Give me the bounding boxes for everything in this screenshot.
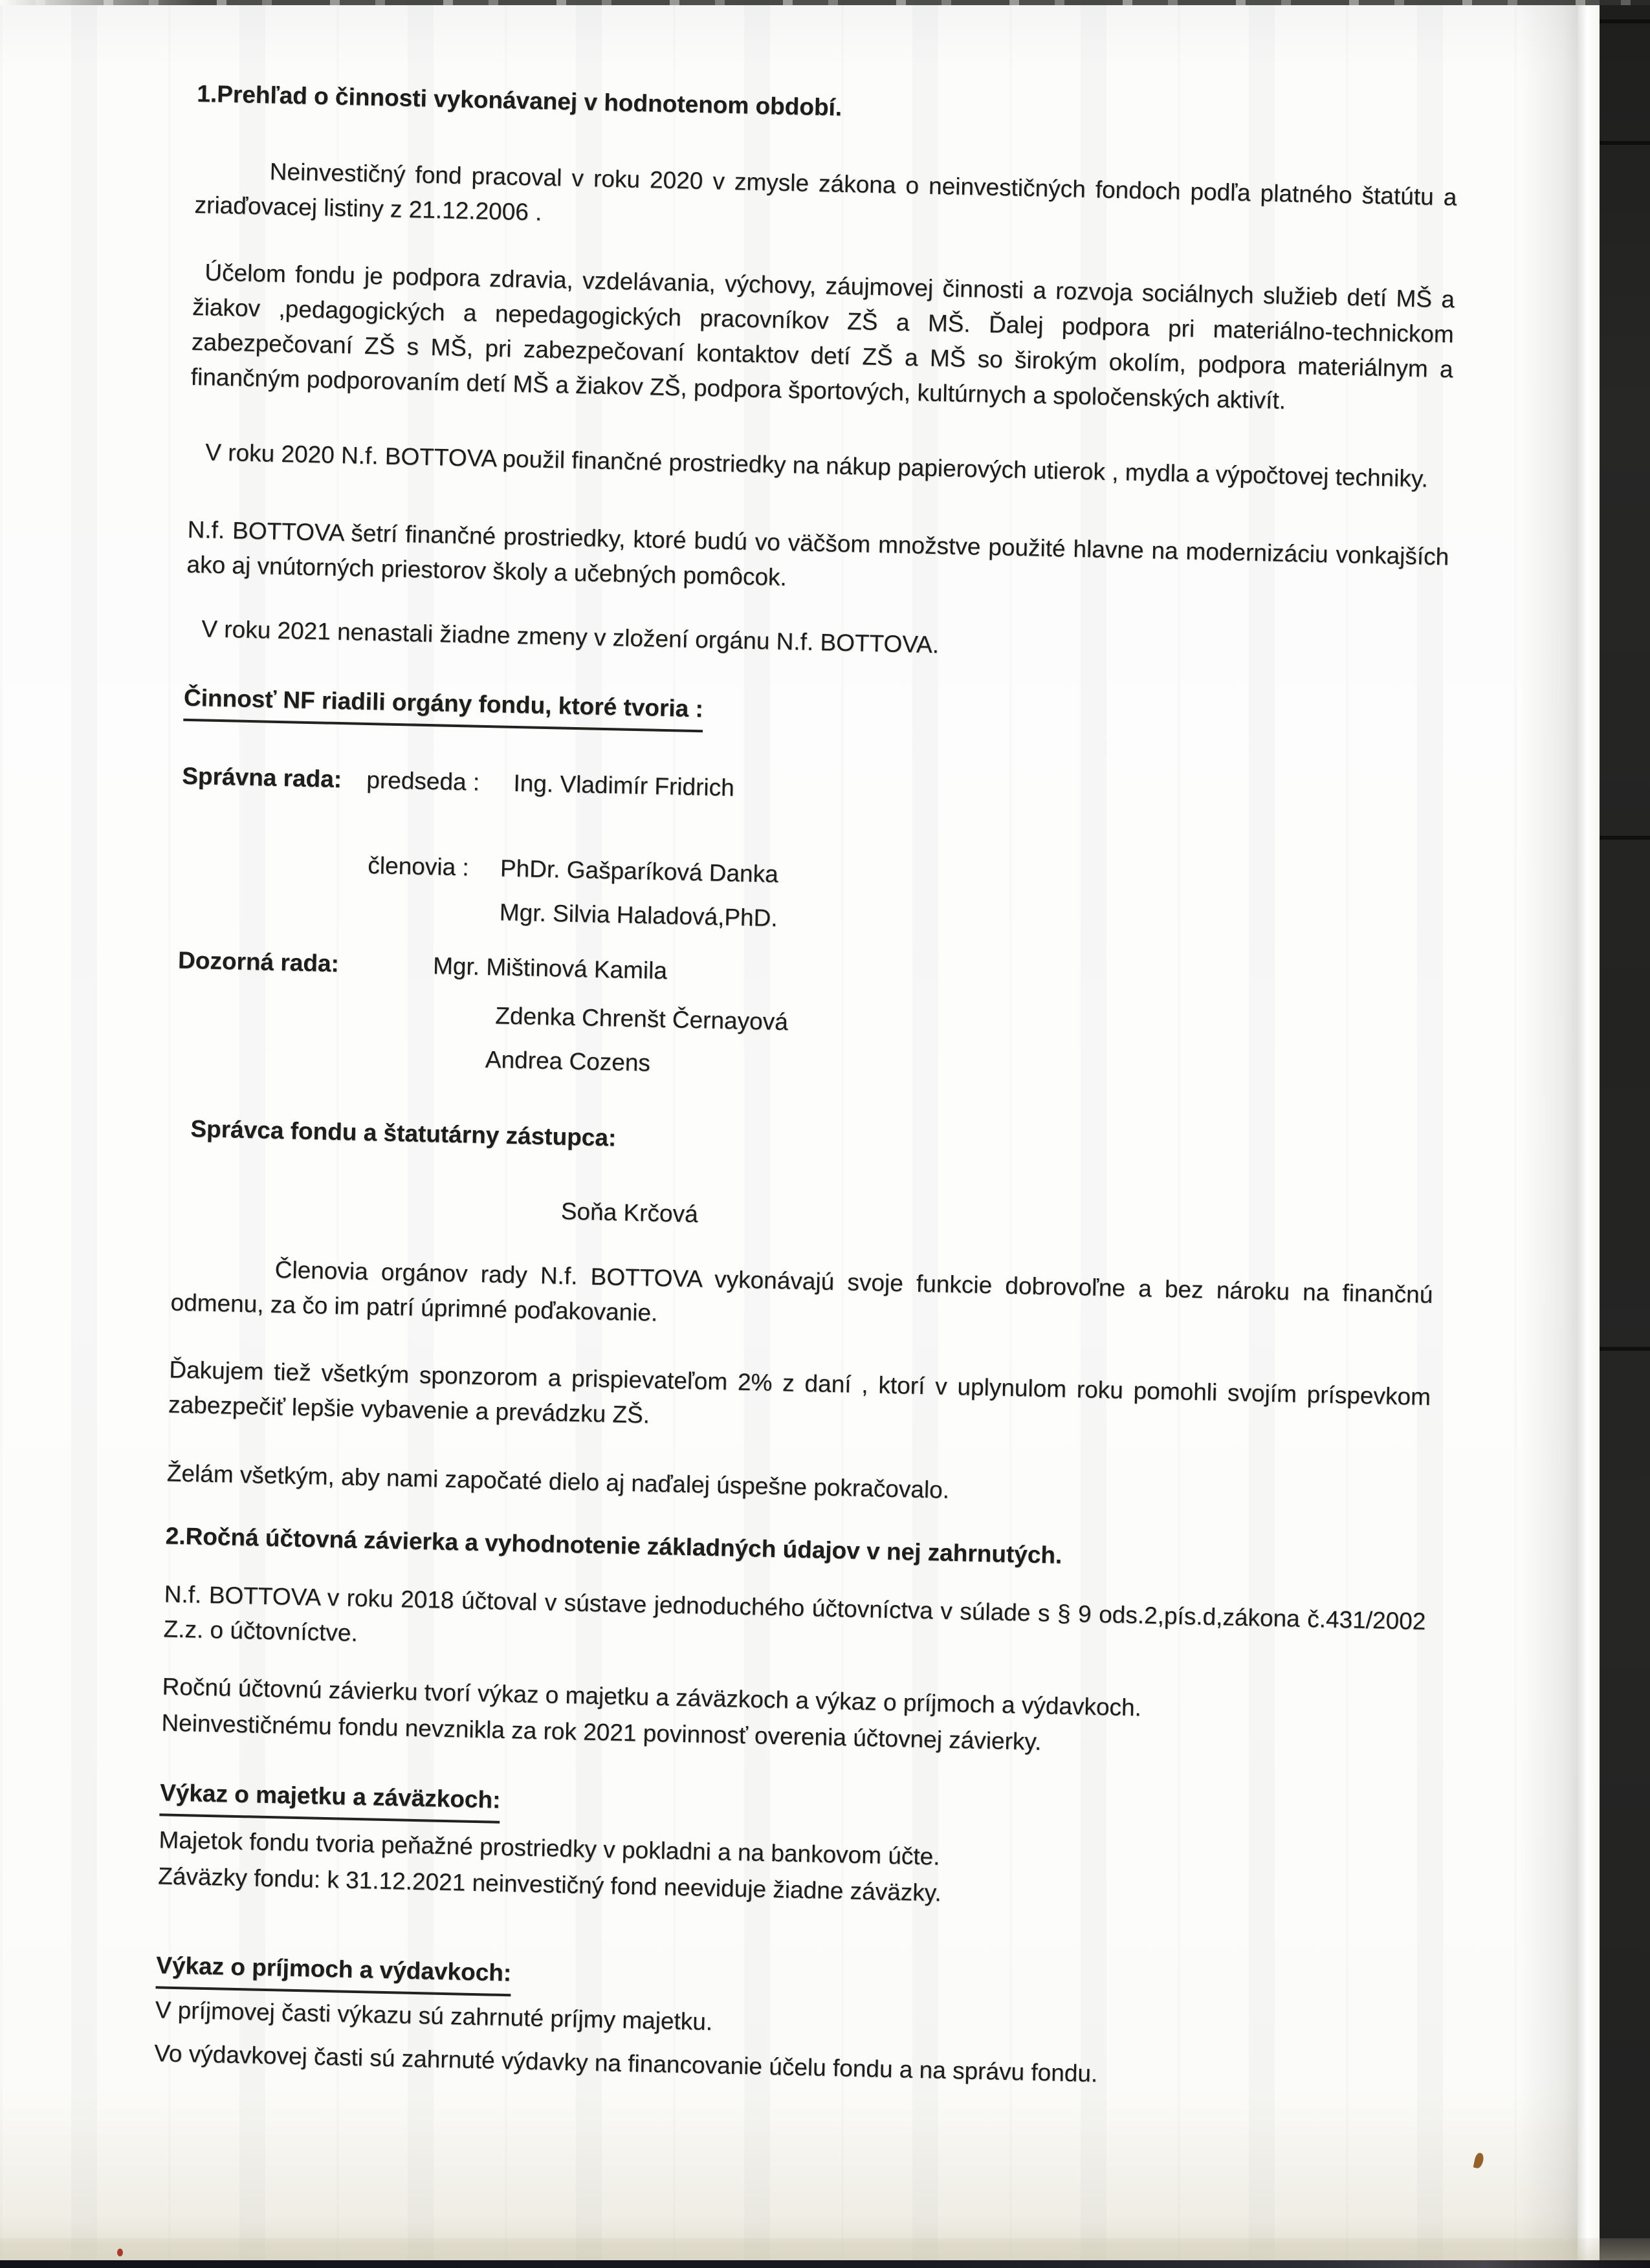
paragraph-expenses: Vo výdavkovej časti sú zahrnuté výdavky na financovanie účelu fondu a na správu fondu. — [153, 2040, 1098, 2088]
assets-heading: Výkaz o majetku a záväzkoch: — [159, 1775, 501, 1823]
paragraph-2021-changes: V roku 2021 nenastali žiadne zmeny v zložení orgánu N.f. BOTTOVA. — [201, 615, 940, 659]
paragraph-wish: Želám všetkým, aby nami započaté dielo aj naďalej úspešne pokračovalo. — [166, 1459, 950, 1503]
paragraph-accounting-system: N.f. BOTTOVA v roku 2018 účtoval v sústave jednoduchého účtovníctva v súlade s § 9 ods.2,pís.d,zákona č.431/2002 Z.z. o účtovníctve. — [163, 1580, 1426, 1646]
ink-speck — [117, 2249, 123, 2256]
paragraph-fund-purpose: Účelom fondu je podpora zdravia, vzdelávania, výchovy, záujmovej činnosti a rozvoja sociálnych služieb detí MŠ a žiakov ,pedagogických a nepedagogických pracovníkov ZŠ a MŠ. Ďalej podpora pri materiálno-technickom zabezpečovaní ZŠ s MŠ, pri zabezpečovaní kontaktov detí ZŠ a MŠ so širokým okolím, podpora materiálnym a finančným podporovaním detí MŠ a žiakov ZŠ, podpora športových, kultúrnych a spoločenských aktivít. — [190, 259, 1455, 414]
board-member: Mgr. Silvia Haladová,PhD. — [499, 899, 778, 932]
board-chair-name: Ing. Vladimír Fridrich — [513, 769, 735, 801]
board-row — [182, 759, 1444, 822]
paragraph-audit-obligation: Neinvestičnému fondu nevznikla za rok 2021 povinnosť overenia účtovnej závierky. — [161, 1709, 1042, 1756]
income-heading: Výkaz o príjmoch a výdavkoch: — [155, 1948, 511, 1996]
supervisory-member: Andrea Cozens — [485, 1046, 651, 1076]
organs-heading: Činnosť NF riadili orgány fondu, ktoré tvoria : — [183, 681, 703, 733]
paragraph-income: V príjmovej časti výkazu sú zahrnuté príjmy majetku. — [155, 1996, 713, 2036]
paragraph-savings: N.f. BOTTOVA šetrí finančné prostriedky, ktoré budú vo väčšom množstve použité hlavne na modernizáciu vonkajších ako aj vnútorných priestorov školy a učebných pomôcok. — [186, 516, 1449, 591]
scan-top-edge — [0, 0, 1650, 5]
paragraph-liabilities: Záväzky fondu: k 31.12.2021 neinvestičný fond neeviduje žiadne záväzky. — [157, 1862, 942, 1906]
ink-speck — [1473, 2152, 1485, 2169]
section1-heading: 1.Prehľad o činnosti vykonávanej v hodnotenom období. — [196, 80, 842, 121]
band-seam — [1600, 19, 1650, 23]
band-seam — [1600, 836, 1650, 840]
paper-edge-shade — [1519, 0, 1578, 2268]
supervisory-label: Dozorná rada: — [177, 946, 340, 977]
band-seam — [1600, 141, 1650, 145]
scanner-dark-band — [1600, 0, 1650, 2268]
board-members-label: členovia : — [368, 852, 470, 881]
supervisory-member: Mgr. Mištinová Kamila — [432, 952, 668, 985]
administrator-label: Správca fondu a štatutárny zástupca: — [190, 1115, 617, 1151]
band-seam — [1600, 1347, 1650, 1351]
document-content — [154, 76, 1459, 2099]
board-label: Správna rada: — [181, 762, 342, 793]
paragraph-assets: Majetok fondu tvoria peňažné prostriedky v pokladni a na bankovom účte. — [159, 1826, 941, 1870]
paragraph-2020-spending: V roku 2020 N.f. BOTTOVA použil finančné prostriedky na nákup papierových utierok , mydla a výpočtovej techniky. — [204, 439, 1429, 492]
scan-bottom-edge — [0, 2260, 1650, 2268]
board-chair-label: predseda : — [366, 766, 480, 796]
board-member: PhDr. Gašparíková Danka — [500, 855, 779, 888]
section2-heading: 2.Ročná účtovná závierka a vyhodnotenie základných údajov v nej zahrnutých. — [165, 1522, 1062, 1569]
supervisory-member: Zdenka Chrenšt Černayová — [494, 1002, 789, 1036]
scan-bottom-shade — [0, 2238, 1650, 2260]
supervisory-row — [178, 943, 1440, 1006]
paper-edge-highlight — [1578, 0, 1600, 2268]
paragraph-thanks: Ďakujem tiež všetkým sponzorom a prispievateľom 2% z daní , ktorí v uplynulom roku pomohli svojím príspevkom zabezpečiť lepšie vybavenie a prevádzku ZŠ. — [168, 1356, 1431, 1428]
paragraph-fund-intro: Neinvestičný fond pracoval v roku 2020 v zmysle zákona o neinvestičných fondoch podľa platného štatútu a zriaďovacej listiny z 21.12.2006 . — [194, 158, 1457, 226]
organs-heading-wrap — [183, 681, 1446, 749]
paragraph-volunteers: Členovia orgánov rady N.f. BOTTOVA vykonávajú svoje funkcie dobrovoľne a bez nároku na finančnú odmenu, za čo im patrí úprimné poďakovanie. — [170, 1256, 1433, 1326]
administrator-name: Soňa Krčová — [560, 1197, 699, 1228]
paragraph-annual-reports: Ročnú účtovnú závierku tvorí výkaz o majetku a záväzkoch a výkaz o príjmoch a výdavkoch. — [162, 1673, 1142, 1721]
